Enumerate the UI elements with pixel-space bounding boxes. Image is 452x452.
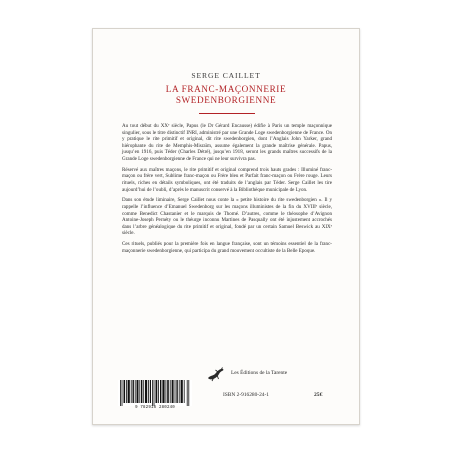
publisher-name: Les Éditions de la Tarente	[231, 370, 288, 376]
blurb-paragraph: Au tout début du XXᵉ siècle, Papus (le Dr Gérard Encausse) édifie à Paris un temple maçonnique singulier, sous le titre distinctif INRI, administré par une Grande Loge swedenborgienne de France. On y pratique le rite primitif et original, dit rite swedenborgien, dont l’Anglais John Yarker, grand hiérophante du rite de Memphis-Misraïm, assume également la grande maîtrise générale. Papus, jusqu’en 1916, puis Téder (Charles Détré), jusqu’en 1918, seront les grands maîtres successifs de la Grande Loge swedenborgienne de France qui ne leur survivra pas.	[122, 123, 332, 162]
title-divider	[199, 113, 255, 114]
price-label: 25€	[314, 392, 323, 398]
blurb-paragraph: Dans son étude liminaire, Serge Caillet nous conte la « petite histoire du rite swedenborgien ». Il y rappelle l’influence d’Emanuel Swedenborg sur les maçons illuministes de la fin du XVIIIᵉ siècle, comme Benedict Chastanier et le marquis de Thomé. D’autres, comme le théosophe d’Avignon Antoine-Joseph Pernéty ou le théurge inconnu Martines de Pasqually ont été injustement accrochés dans l’arbre généalogique du rite primitif et original, fondé par un certain Samuel Beswick au XIXᵉ siècle.	[122, 197, 332, 237]
blurb-paragraph: Réservé aux maîtres maçons, le rite primitif et original comprend trois hauts grades : Illuminé franc-maçon ou frère vert, Sublime franc-maçon ou Frère bleu et Parfait franc-maçon ou Frère rouge. Leurs rituels, riches en détails symboliques, ont été traduits de l’anglais par Téder. Serge Caillet les tire aujourd’hui de l’oubli, d’après le manuscrit conservé à la Bibliothèque municipale de Lyon.	[122, 166, 332, 193]
title-line-2: SWEDENBORGIENNE	[175, 95, 277, 105]
blurb-paragraph: Ces rituels, publiés pour la première fois en langue française, sont un témoins essentiel de la franc-maçonnerie swedenborgienne, qui participa du grand mouvement occultiste de la Belle Epoque.	[122, 241, 332, 254]
lizard-logo-icon	[206, 366, 226, 382]
author-name: SERGE CAILLET	[191, 71, 261, 80]
book-title	[93, 84, 359, 106]
book-back-cover	[92, 28, 360, 425]
barcode	[118, 380, 192, 406]
barcode-digits: 9 782916 280240	[135, 406, 175, 410]
title-line-1: LA FRANC-MAÇONNERIE	[165, 84, 287, 94]
isbn-number: ISBN 2-916280-24-1	[223, 392, 269, 398]
blurb-text	[122, 123, 332, 258]
